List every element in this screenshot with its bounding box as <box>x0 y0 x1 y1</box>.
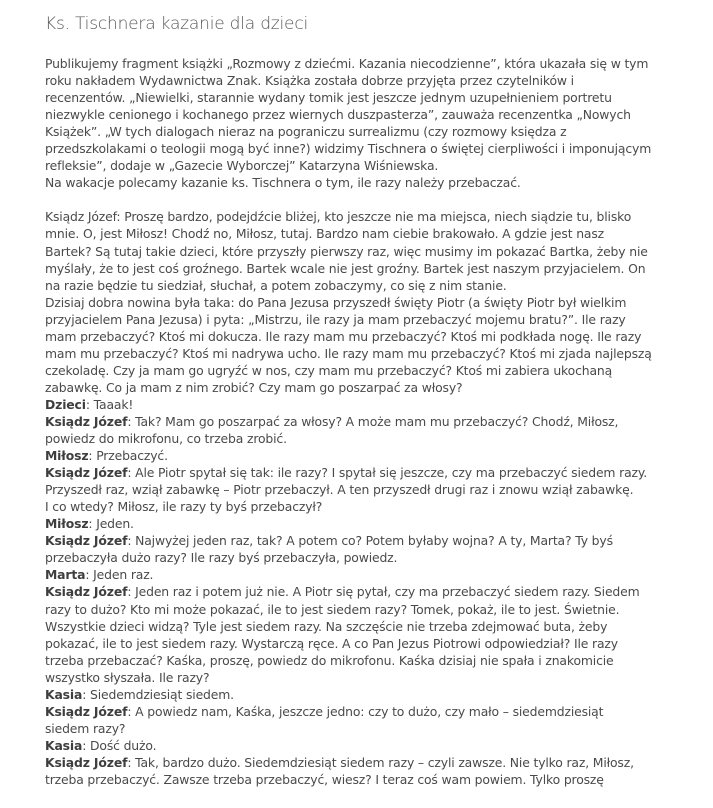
dialogue-line <box>45 345 685 362</box>
dialogue-text: mam przebaczyć? Ktoś mi dokucza. Ile razy mam mu przebaczyć? Ktoś mi podkłada nogę. Ile razy <box>45 328 642 344</box>
speaker-name: Kasia <box>45 686 83 702</box>
dialogue-text: I co wtedy? Miłosz, ile razy ty byś przebaczył? <box>45 499 323 515</box>
speaker-name: Dzieci <box>45 396 86 412</box>
speaker-name: Miłosz <box>45 516 89 532</box>
speaker-name: Marta <box>45 567 86 583</box>
dialogue-line <box>45 379 685 396</box>
dialogue-text: Przyszedł raz, wziął zabawkę – Piotr przebaczył. A ten przyszedł drugi raz i znowu wziął zabawkę. <box>45 482 634 498</box>
dialogue-line <box>45 294 685 311</box>
dialogue-text: na razie będzie tu siedział, słuchał, a potem zobaczymy, co się z nim stanie. <box>45 277 507 293</box>
dialogue-text: : Taaak! <box>85 396 134 412</box>
dialogue-line <box>45 208 685 225</box>
dialogue-line <box>45 362 685 379</box>
dialogue-line <box>45 737 685 754</box>
dialogue-line <box>45 447 685 464</box>
dialogue-line <box>45 566 685 583</box>
dialogue-text: Bartek? Są tutaj takie dzieci, które przyszły pierwszy raz, więc musimy im pokazać Bartka, żeby nie <box>45 243 648 259</box>
dialogue-line <box>45 532 685 549</box>
dialogue-line <box>45 720 685 737</box>
dialogue-line <box>45 601 685 618</box>
dialogue-text: : Siedemdziesiąt siedem. <box>82 686 234 702</box>
dialogue-text: trzeba przebaczyć. Zawsze trzeba przebaczyć, wiesz? I teraz coś wam powiem. Tylko proszę <box>45 771 604 787</box>
dialogue-line <box>45 549 685 566</box>
article-body <box>45 55 685 788</box>
dialogue-text: przebaczyła dużo razy? Ile razy byś przebaczyła, powiedz. <box>45 550 398 566</box>
dialogue-text: : Jeden. <box>88 516 134 532</box>
dialogue-text: myślały, że to jest coś groźnego. Bartek wcale nie jest groźny. Bartek jest naszym przyjacielem. On <box>45 260 646 276</box>
dialogue-line <box>45 703 685 720</box>
speaker-name: Ksiądz Józef <box>45 533 128 549</box>
intro-line: przedszkolakami o teologii mogą być inne?) widzimy Tischnera o świętej cierpliwości i imponującym <box>45 141 652 157</box>
intro-line: refleksie”, dodaje w „Gazecie Wyborczej” Katarzyna Wiśniewska. <box>45 158 439 174</box>
intro-line: recenzentów. „Niewielki, starannie wydany tomik jest jeszcze jednym uzupełnieniem portretu <box>45 90 612 106</box>
dialogue-line <box>45 618 685 635</box>
dialogue-line <box>45 225 685 242</box>
dialogue-section <box>45 208 685 788</box>
dialogue-text: Dzisiaj dobra nowina była taka: do Pana Jezusa przyszedł święty Piotr (a święty Piotr był wielkim <box>45 294 627 310</box>
speaker-name: Ksiądz Józef <box>45 413 128 429</box>
speaker-name: Kasia <box>45 737 83 753</box>
dialogue-line <box>45 311 685 328</box>
article-title: Ks. Tischnera kazanie dla dzieci <box>45 14 308 34</box>
dialogue-text: czekoladę. Czy ja mam go ugryźć w nos, czy mam mu przebaczyć? Ktoś mi zabiera ukochaną <box>45 362 613 378</box>
dialogue-text: przyjacielem Pana Jezusa) i pyta: „Mistrzu, ile razy ja mam przebaczyć mojemu bratu?”. Ile razy <box>45 311 626 327</box>
intro-line: niezwykle cenionego i kochanego przez wiernych duszpasterza”, zauważa recenzentka „Nowych <box>45 107 631 123</box>
dialogue-line <box>45 515 685 532</box>
dialogue-text: siedem razy? <box>45 720 126 736</box>
dialogue-text: powiedz do mikrofonu, co trzeba zrobić. <box>45 431 287 447</box>
dialogue-text: : Jeden raz i potem już nie. A Piotr się pytał, czy ma przebaczyć siedem razy. Siedem <box>127 584 640 600</box>
paragraph-gap <box>45 191 685 208</box>
dialogue-text: : Tak? Mam go poszarpać za włosy? A może mam mu przebaczyć? Chodź, Miłosz, <box>127 413 619 429</box>
dialogue-line <box>45 583 685 600</box>
speaker-name: Ksiądz Józef <box>45 703 128 719</box>
dialogue-line <box>45 498 685 515</box>
intro-paragraph <box>45 55 685 191</box>
speaker-name: Ksiądz Józef <box>45 754 128 770</box>
dialogue-line <box>45 260 685 277</box>
dialogue-line <box>45 328 685 345</box>
dialogue-line <box>45 652 685 669</box>
dialogue-text: zabawkę. Co ja mam z nim zrobić? Czy mam go poszarpać za włosy? <box>45 379 463 395</box>
dialogue-text: : Najwyżej jeden raz, tak? A potem co? Potem byłaby wojna? A ty, Marta? Ty byś <box>127 533 613 549</box>
dialogue-line <box>45 243 685 260</box>
dialogue-line <box>45 686 685 703</box>
dialogue-text: mam mu przebaczyć? Ktoś mi nadrywa ucho. Ile razy mam mu przebaczyć? Ktoś mi zjada najlepszą <box>45 345 652 361</box>
dialogue-line <box>45 669 685 686</box>
dialogue-text: trzeba przebaczać? Kaśka, proszę, powiedz do mikrofonu. Kaśka dzisiaj nie spała i znakomicie <box>45 652 614 668</box>
intro-line: Książek”. „W tych dialogach nieraz na pograniczu surrealizmu (czy rozmowy księdza z <box>45 124 567 140</box>
intro-line: Publikujemy fragment książki „Rozmowy z dziećmi. Kazania niecodzienne”, która ukazała się w tym <box>45 56 649 71</box>
dialogue-line <box>45 754 685 771</box>
dialogue-text: : Ale Piotr spytał się tak: ile razy? I spytał się jeszcze, czy ma przebaczyć siedem razy. <box>127 465 648 481</box>
intro-line: Na wakacje polecamy kazanie ks. Tischnera o tym, ile razy należy przebaczać. <box>45 175 521 191</box>
intro-line: roku nakładem Wydawnictwa Znak. Książka została dobrze przyjęta przez czytelników i <box>45 73 574 89</box>
dialogue-line <box>45 396 685 413</box>
dialogue-line <box>45 277 685 294</box>
dialogue-text: razy to dużo? Kto mi może pokazać, ile to jest siedem razy? Tomek, pokaż, ile to jest. Świetnie. <box>45 601 620 617</box>
speaker-name: Miłosz <box>45 448 89 464</box>
dialogue-line <box>45 413 685 430</box>
speaker-name: Ksiądz Józef <box>45 465 128 481</box>
dialogue-line <box>45 771 685 788</box>
dialogue-text: wszystko słyszała. Ile razy? <box>45 669 210 685</box>
dialogue-line <box>45 430 685 447</box>
speaker-name: Ksiądz Józef <box>45 584 128 600</box>
dialogue-line <box>45 481 685 498</box>
dialogue-text: pokazać, ile to jest siedem razy. Wystarczą ręce. A co Pan Jezus Piotrowi odpowiedział? Ile razy <box>45 635 618 651</box>
dialogue-text: : Dość dużo. <box>82 737 157 753</box>
dialogue-text: : Tak, bardzo dużo. Siedemdziesiąt siedem razy – czyli zawsze. Nie tylko raz, Miłosz, <box>127 754 634 770</box>
dialogue-text: : Jeden raz. <box>85 567 154 583</box>
dialogue-text: : A powiedz nam, Kaśka, jeszcze jedno: czy to dużo, czy mało – siedemdziesiąt <box>127 703 604 719</box>
dialogue-text: mnie. O, jest Miłosz! Chodź no, Miłosz, tutaj. Bardzo nam ciebie brakowało. A gdzie jest nasz <box>45 226 605 242</box>
dialogue-text: : Przebaczyć. <box>88 448 168 464</box>
dialogue-line <box>45 464 685 481</box>
dialogue-text: Ksiądz Józef: Proszę bardzo, podejdźcie bliżej, kto jeszcze nie ma miejsca, niech siądzie tu, blisko <box>45 209 632 225</box>
dialogue-text: Wszystkie dzieci widzą? Tyle jest siedem razy. Na szczęście nie trzeba zdejmować buta, żeby <box>45 618 608 634</box>
dialogue-line <box>45 635 685 652</box>
